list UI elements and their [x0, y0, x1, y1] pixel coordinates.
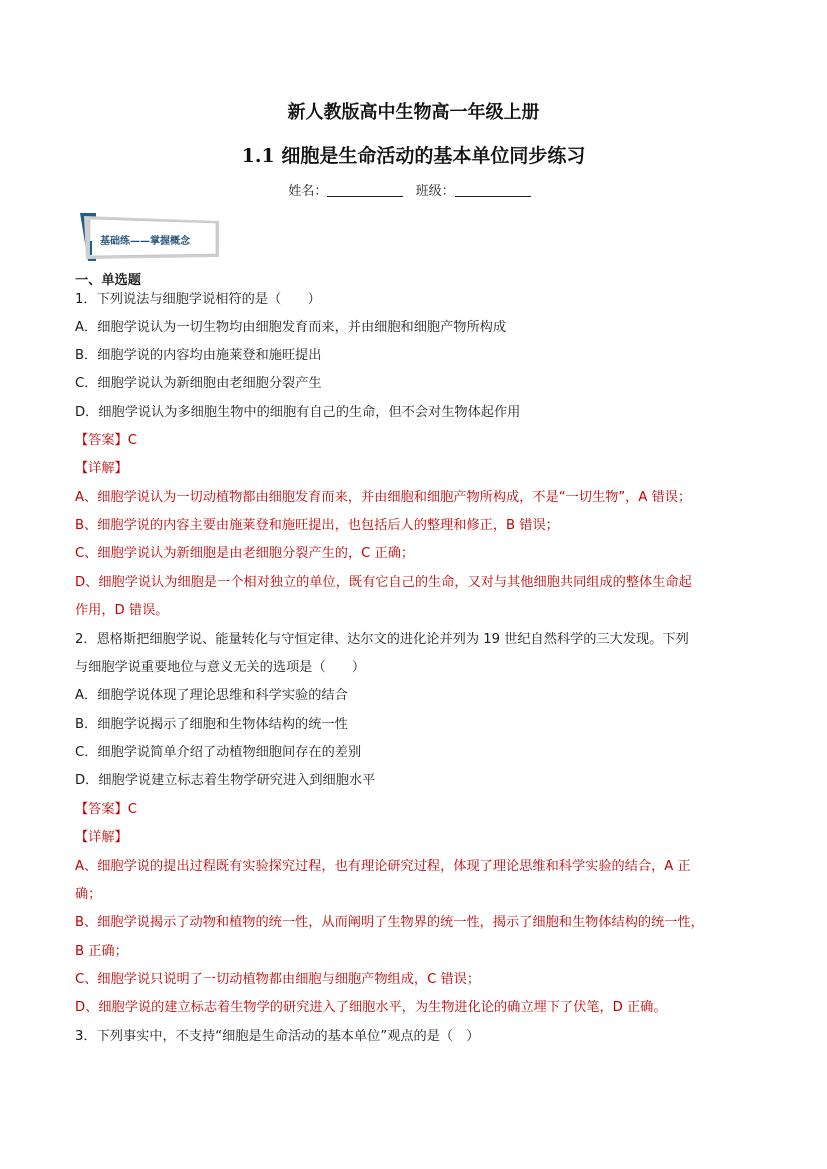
q1-answer-value: C — [127, 433, 137, 448]
q1-option-a: A．细胞学说认为一切生物均由细胞发育而来，并由细胞和细胞产物所构成 — [75, 320, 507, 335]
q1-option-c: C．细胞学说认为新细胞由老细胞分裂产生 — [75, 376, 322, 391]
q2-explain-a-line1: A、细胞学说的提出过程既有实验探究过程，也有理论研究过程，体现了理论思维和科学实验的结合，A 正 — [75, 859, 691, 874]
q2-stem-line2: 与细胞学说重要地位与意义无关的选项是（ ） — [75, 660, 366, 675]
q1-option-b: B．细胞学说的内容均由施莱登和施旺提出 — [75, 348, 322, 363]
name-label: 姓名： — [288, 184, 328, 199]
q1-stem: 1．下列说法与细胞学说相符的是（ ） — [75, 292, 321, 307]
q2-answer-value: C — [127, 802, 137, 817]
document-title: 新人教版高中生物高一年级上册 — [287, 102, 540, 123]
q2-explain-d: D、细胞学说的建立标志着生物学的研究进入了细胞水平，为生物进化论的确立埋下了伏笔，D 正确。 — [75, 1000, 667, 1015]
q2-answer-label: 【答案】 — [75, 802, 128, 817]
q1-explain-d-line1: D、细胞学说认为细胞是一个相对独立的单位，既有它自己的生命，又对与其他细胞共同组成的整体生命起 — [75, 575, 692, 590]
q2-explain-b-line2: B 正确； — [75, 944, 128, 959]
q2-explain-b-line1: B、细胞学说揭示了动物和植物的统一性，从而阐明了生物界的统一性，揭示了细胞和生物体结构的统一性， — [75, 915, 704, 930]
q1-detail-label: 【详解】 — [75, 461, 128, 476]
q2-stem-line1: 2．恩格斯把细胞学说、能量转化与守恒定律、达尔文的进化论并列为 19 世纪自然科学的三大发现。下列 — [75, 632, 689, 647]
student-info-line — [0, 180, 827, 199]
q1-answer — [75, 431, 755, 451]
banner-tick — [90, 241, 92, 255]
q1-option-d: D．细胞学说认为多细胞生物中的细胞有自己的生命，但不会对生物体起作用 — [75, 405, 521, 420]
class-blank[interactable] — [455, 184, 531, 197]
q2-option-d: D．细胞学说建立标志着生物学研究进入到细胞水平 — [75, 773, 376, 788]
q3-stem: 3．下列事实中，不支持“细胞是生命活动的基本单位”观点的是（ ） — [75, 1029, 480, 1044]
class-label: 班级： — [415, 184, 455, 199]
document-subtitle: 1.1 细胞是生命活动的基本单位同步练习 — [241, 145, 586, 167]
q2-option-c: C．细胞学说简单介绍了动植物细胞间存在的差别 — [75, 745, 362, 760]
banner-text: 基础练——掌握概念 — [100, 236, 190, 247]
q2-explain-a-line2: 确； — [75, 887, 102, 902]
section-banner — [80, 213, 219, 261]
q2-detail-label: 【详解】 — [75, 830, 128, 845]
q2-option-a: A．细胞学说体现了理论思维和科学实验的结合 — [75, 688, 348, 703]
q2-explain-c: C、细胞学说只说明了一切动植物都由细胞与细胞产物组成，C 错误； — [75, 972, 481, 987]
q2-answer — [75, 800, 755, 820]
q1-explain-a: A、细胞学说认为一切动植物都由细胞发育而来，并由细胞和细胞产物所构成，不是“一切生物”，A 错误； — [75, 490, 692, 505]
q1-explain-b: B、细胞学说的内容主要由施莱登和施旺提出，也包括后人的整理和修正，B 错误； — [75, 518, 559, 533]
name-blank[interactable] — [327, 184, 403, 197]
q1-answer-label: 【答案】 — [75, 433, 128, 448]
q2-option-b: B．细胞学说揭示了细胞和生物体结构的统一性 — [75, 717, 348, 732]
q1-explain-d-line2: 作用，D 错误。 — [75, 603, 169, 618]
section-heading: 一、单选题 — [75, 273, 141, 288]
q1-explain-c: C、细胞学说认为新细胞是由老细胞分裂产生的，C 正确； — [75, 546, 415, 561]
